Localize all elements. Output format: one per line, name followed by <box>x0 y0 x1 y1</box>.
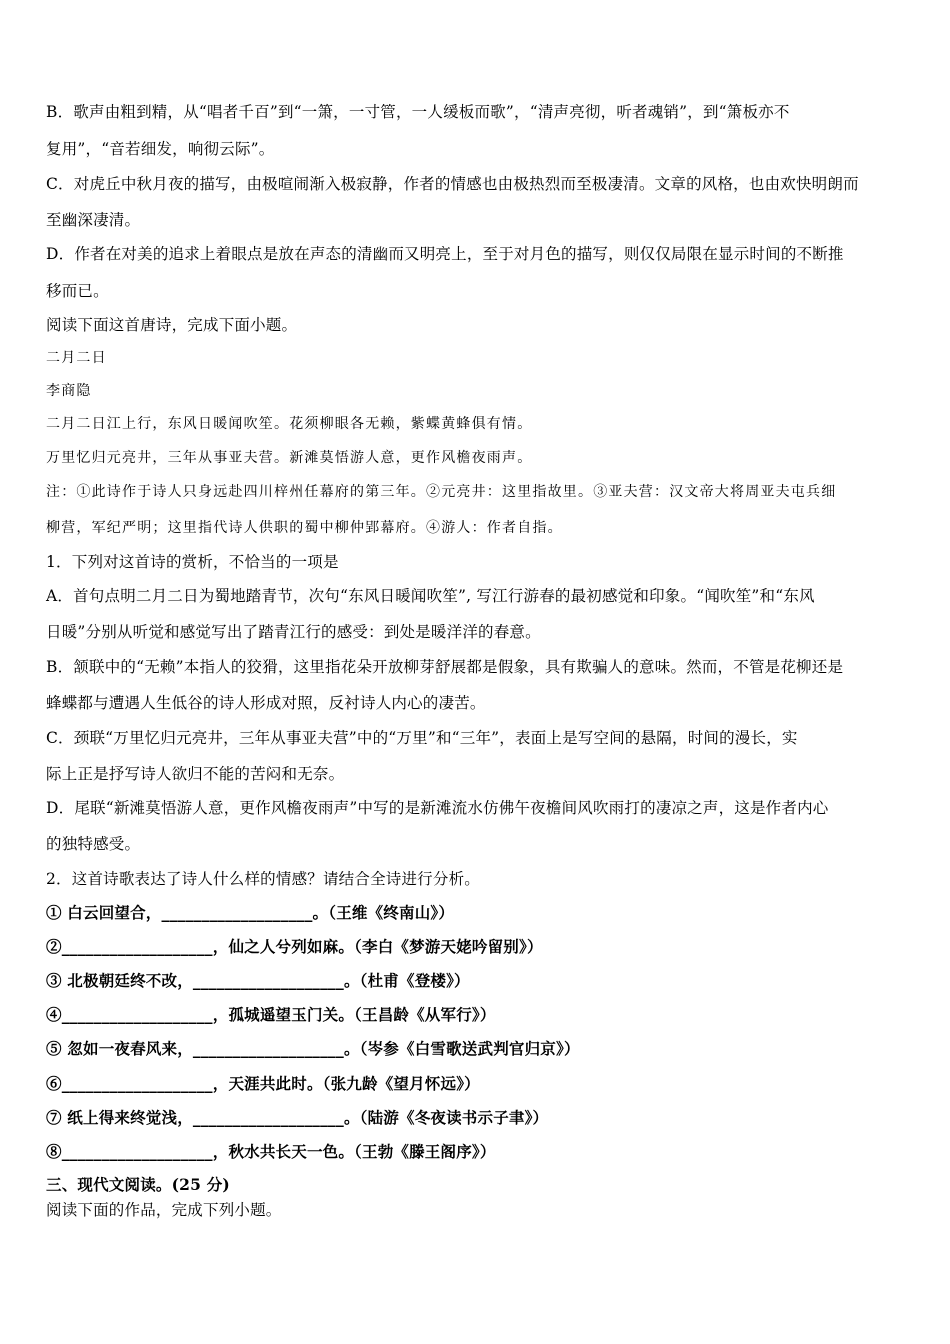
poem-notes-line-1: 注：①此诗作于诗人只身远赴四川梓州任幕府的第三年。②元亮井：这里指故里。③亚夫营：汉文帝大将周亚夫屯兵细 <box>46 484 837 500</box>
question-1: 1．下列对这首诗的赏析，不恰当的一项是 <box>46 553 339 571</box>
q1-option-a-line-1: A．首句点明二月二日为蜀地踏青节，次句“东风日暖闻吹笙”, 写江行游春的最初感觉和印象。“闻吹笙”和“东风 <box>46 587 815 605</box>
question-2: 2．这首诗歌表达了诗人什么样的情感？请结合全诗进行分析。 <box>46 870 480 888</box>
q1-option-d-line-1: D．尾联“新滩莫悟游人意，更作风檐夜雨声”中写的是新滩流水仿佛午夜檐间风吹雨打的凄凉之声，这是作者内心 <box>46 799 829 817</box>
option-c-line-2: 至幽深凄清。 <box>46 211 141 229</box>
option-d-line-2: 移而已。 <box>46 282 109 300</box>
poem-line-1: 二月二日江上行，东风日暖闻吹笙。花须柳眼各无赖，紫蝶黄蜂俱有情。 <box>46 416 533 432</box>
poem-title: 二月二日 <box>46 350 107 366</box>
fill-blank-2: ②___________________，仙之人兮列如麻。（李白《梦游天姥吟留别》） <box>46 937 543 956</box>
q1-option-d-line-2: 的独特感受。 <box>46 835 141 853</box>
q1-option-c-line-1: C．颈联“万里忆归元亮井，三年从事亚夫营”中的“万里”和“三年”，表面上是写空间的悬隔，时间的漫长，实 <box>46 729 798 747</box>
option-c-line-1: C．对虎丘中秋月夜的描写，由极喧闹渐入极寂静，作者的情感也由极热烈而至极凄清。文章的风格，也由欢快明朗而 <box>46 175 859 193</box>
option-d-line-1: D．作者在对美的追求上着眼点是放在声态的清幽而又明亮上，至于对月色的描写，则仅仅局限在显示时间的不断推 <box>46 245 844 263</box>
section-instruction: 阅读下面的作品，完成下列小题。 <box>46 1201 282 1219</box>
option-b-line-1: B．歌声由粗到精，从“唱者千百”到“一箫，一寸管，一人缓板而歌”，“清声亮彻，听者魂销”，到“箫板亦不 <box>46 103 790 121</box>
fill-blank-3: ③ 北极朝廷终不改，___________________。（杜甫《登楼》） <box>46 971 470 990</box>
fill-blank-6: ⑥___________________，天涯共此时。（张九龄《望月怀远》） <box>46 1074 480 1093</box>
fill-blank-5: ⑤ 忽如一夜春风来，___________________。（岑参《白雪歌送武判官归京》） <box>46 1039 580 1058</box>
fill-blank-4: ④___________________，孤城遥望玉门关。（王昌龄《从军行》） <box>46 1005 496 1024</box>
section-heading-modern-reading: 三、现代文阅读。(25 分) <box>46 1175 230 1194</box>
q1-option-a-line-2: 日暖”分别从听觉和感觉写出了踏青江行的感受：到处是暖洋洋的春意。 <box>46 623 541 641</box>
poem-author: 李商隐 <box>46 383 92 399</box>
q1-option-b-line-1: B．颔联中的“无赖”本指人的狡猾，这里指花朵开放柳芽舒展都是假象，具有欺骗人的意味。然而，不管是花柳还是 <box>46 658 844 676</box>
q1-option-c-line-2: 际上正是抒写诗人欲归不能的苦闷和无奈。 <box>46 765 345 783</box>
q1-option-b-line-2: 蜂蝶都与遭遇人生低谷的诗人形成对照，反衬诗人内心的凄苦。 <box>46 694 486 712</box>
poem-notes-line-2: 柳营，军纪严明；这里指代诗人供职的蜀中柳仲郢幕府。④游人：作者自指。 <box>46 520 563 536</box>
poem-line-2: 万里忆归元亮井，三年从事亚夫营。新滩莫悟游人意，更作风檐夜雨声。 <box>46 450 533 466</box>
fill-blank-7: ⑦ 纸上得来终觉浅，___________________。（陆游《冬夜读书示子聿》） <box>46 1108 549 1127</box>
reading-instruction: 阅读下面这首唐诗，完成下面小题。 <box>46 316 298 334</box>
fill-blank-1: ① 白云回望合，___________________。（王维《终南山》） <box>46 903 455 922</box>
option-b-line-2: 复用”，“音若细发，响彻云际”。 <box>46 140 275 158</box>
fill-blank-8: ⑧___________________，秋水共长天一色。（王勃《滕王阁序》） <box>46 1142 496 1161</box>
